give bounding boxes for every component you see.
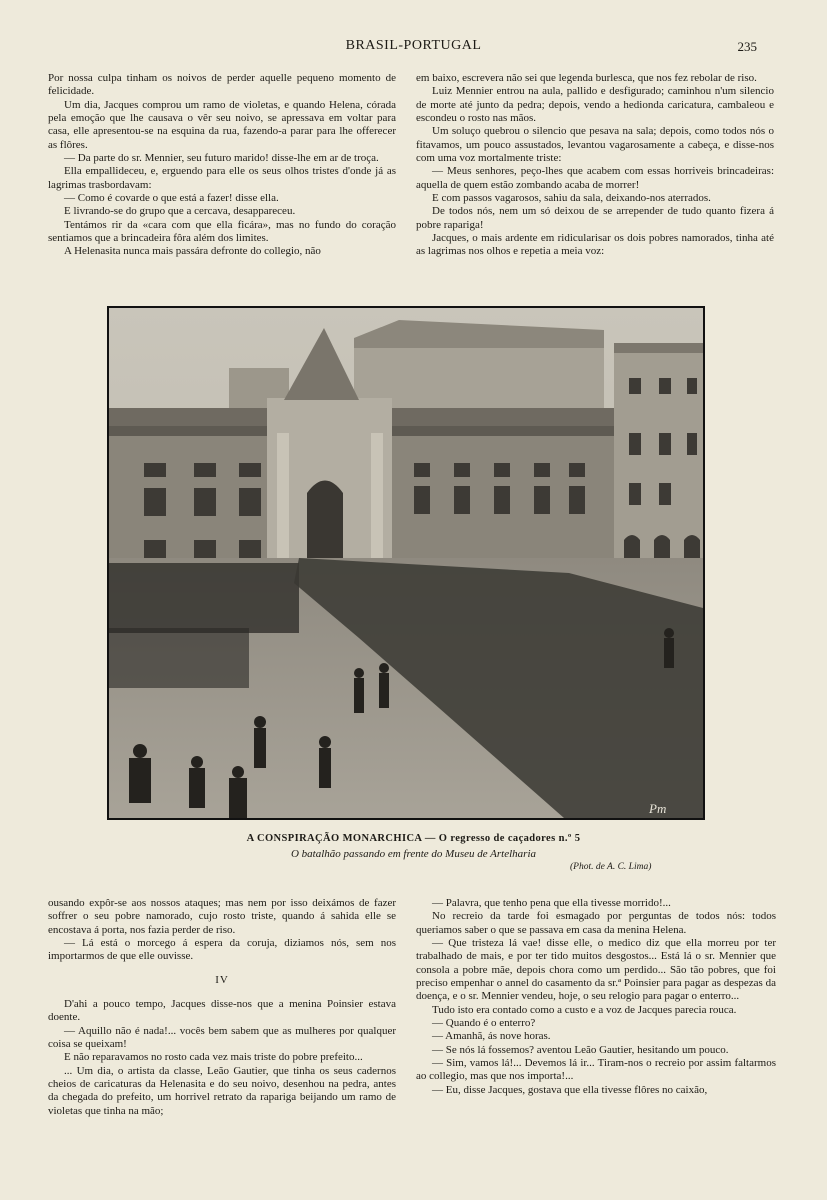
photo-credit: (Phot. de A. C. Lima) (570, 862, 652, 872)
paragraph: E livrando-se do grupo que a cercava, desappareceu. (64, 205, 296, 218)
paragraph: — Sim, vamos lá!... Devemos lá ir... Tiram-nos o recreio por assim faltarmos ao collegio, mas que nos importa!... (416, 1057, 776, 1083)
paragraph: ... Um dia, o artista da classe, Leão Gautier, que tinha os seus cadernos cheios de caricaturas da Helenasita e do seu noivo, desenhou na pedra, antes da chegada do prefeito, um horrivel retrato da rapariga beijando um ramo de violetas que tinha na mão; (48, 1064, 396, 1117)
paragraph: Por nossa culpa tinham os noivos de perder aquelle pequeno momento de felicidade. (48, 72, 396, 98)
paragraph: — Como é covarde o que está a fazer! disse ella. (64, 192, 279, 205)
paragraph: — Se nós lá fossemos? aventou Leão Gautier, hesitando um pouco. (432, 1043, 729, 1056)
paragraph: — Lá está o morcego á espera da coruja, diziamos nós, sem nos importarmos de que elle ouvisse. (48, 937, 396, 963)
column-top-right (416, 72, 774, 259)
paragraph: — Palavra, que tenho pena que ella tivesse morrido!... (432, 897, 671, 909)
paragraph: — Meus senhores, peço-lhes que acabem com essas horriveis brincadeiras: aquella de quem estão zombando acaba de morrer! (416, 165, 774, 191)
paragraph: — Da parte do sr. Mennier, seu futuro marido! disse-lhe em ar de troça. (64, 152, 379, 165)
paragraph: Tentámos rir da «cara com que ella ficára», mas no fundo do coração sentiamos que a brincadeira fôra além dos limites. (48, 218, 396, 245)
paragraph: — Que tristeza lá vae! disse elle, o medico diz que ella morreu por ter trabalhado de mais, e por ter tido muitos desgostos... Está lá o sr. Mennier que consola a pobre mãe, depois chora como um perdido... São tão pobres, que foi preciso empenhar o annel do casamento da sr.ª Poinsier para pagar as despezas da doença, e o sr. Mennier vendeu, hoje, o seu relogio para pagar o enterro... (416, 937, 776, 1003)
paragraph: Um dia, Jacques comprou um ramo de violetas, e quando Helena, córada pela emoção que lhe causava o vêr seu noivo, se apressava em voltar para casa, elle apresentou-se na esquina da rua, fazendo-a parar para lhe offerecer as flôres. (48, 98, 396, 151)
paragraph: No recreio da tarde foi esmagado por perguntas de todos nós: todos queriamos saber o que se passava em casa da menina Helena. (416, 910, 776, 936)
paragraph: A Helenasita nunca mais passára defronte do collegio, não (64, 245, 321, 258)
caption-title: A CONSPIRAÇÃO MONARCHICA — O regresso de caçadores n.º 5 (246, 833, 581, 844)
paragraph: — Quando é o enterro? (432, 1017, 536, 1030)
photograph-military-parade (107, 306, 705, 820)
column-top-left (48, 72, 396, 259)
paragraph: Luiz Mennier entrou na aula, pallido e desfigurado; caminhou n'um silencio de morte até junto da pedra; depois, vendo a hedionda caricatura, cambaleou e escondeu o rosto nas mãos. (416, 85, 774, 125)
paragraph: — Eu, disse Jacques, gostava que ella tivesse flôres no caixão, (432, 1083, 708, 1096)
paragraph: De todos nós, nem um só deixou de se arrepender de tudo quanto fizera á pobre rapariga! (416, 205, 774, 231)
paragraph: ousando expôr-se aos nossos ataques; mas nem por isso deixámos de fazer soffrer o seu pobre namorado, cujo rosto triste, quando á sahida elle se encostava á porta, nos fazia perder de riso. (48, 897, 396, 936)
page-header (0, 38, 827, 58)
photo-signature: Pm (649, 801, 667, 816)
paragraph: Um soluço quebrou o silencio que pesava na sala; depois, como todos nós o fitavamos, um pouco assustados, levantou vagarosamente a cabeça, e disse-nos com uma voz mortalmente triste: (416, 125, 774, 165)
paragraph: E com passos vagarosos, sahiu da sala, deixando-nos aterrados. (432, 192, 711, 205)
magazine-title: BRASIL-PORTUGAL (345, 38, 482, 53)
paragraph: E não reparavamos no rosto cada vez mais triste do pobre prefeito... (64, 1051, 363, 1064)
paragraph: — Aquillo não é nada!... vocês bem sabem que as mulheres por qualquer coisa se queixam! (48, 1024, 396, 1051)
column-bottom-right (416, 897, 776, 1097)
paragraph: Ella empallideceu, e, erguendo para elle os seus olhos tristes d'onde já as lagrimas trasbordavam: (48, 165, 396, 191)
paragraph: Jacques, o mais ardente em ridicularisar os dois pobres namorados, tinha até as lagrimas nos olhos e repetia a meia voz: (416, 232, 774, 258)
paragraph: — Amanhã, ás nove horas. (432, 1030, 551, 1043)
page-number: 235 (737, 39, 757, 54)
paragraph: D'ahi a pouco tempo, Jacques disse-nos que a menina Poinsier estava doente. (48, 998, 396, 1024)
section-heading: IV (215, 973, 229, 986)
caption-subtitle: O batalhão passando em frente do Museu de Artelharia (290, 848, 537, 860)
paragraph: Tudo isto era contado como a custo e a voz de Jacques parecia rouca. (432, 1003, 737, 1016)
paragraph: em baixo, escrevera não sei que legenda burlesca, que nos fez rebolar de riso. (416, 72, 757, 84)
column-bottom-left (48, 897, 396, 1118)
